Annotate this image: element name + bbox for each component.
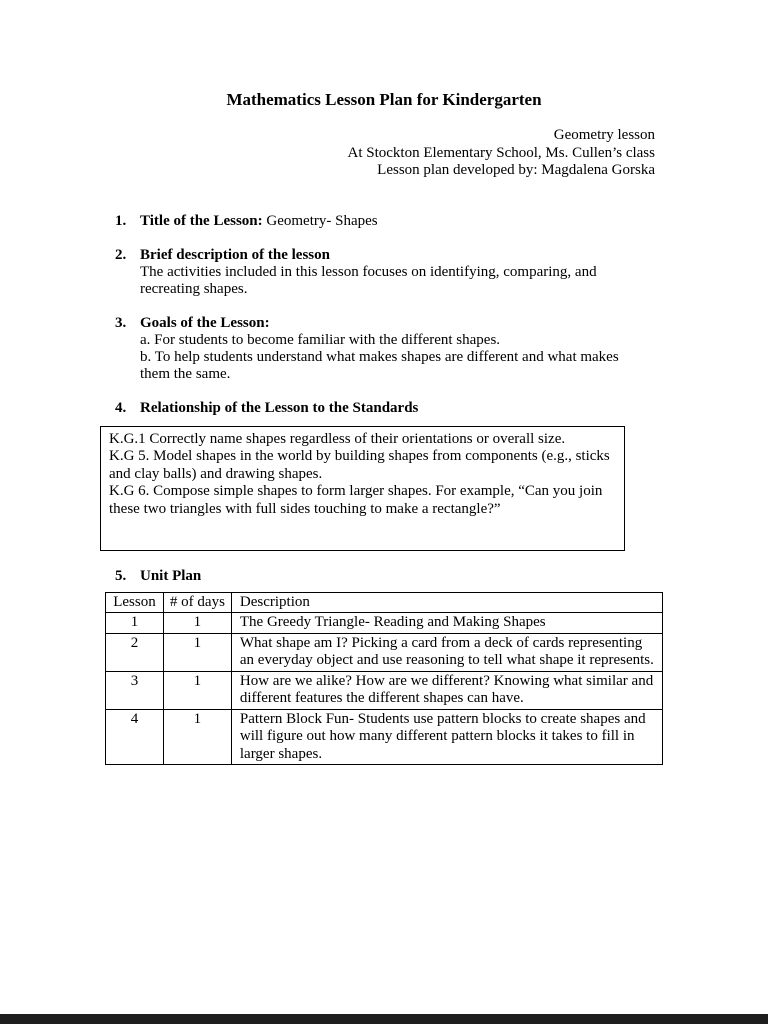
unit-plan-table — [105, 592, 663, 766]
section-number: 5. — [115, 567, 127, 584]
cell-description: The Greedy Triangle- Reading and Making Shapes — [231, 613, 662, 634]
table-row — [106, 671, 663, 709]
section-heading: Relationship of the Lesson to the Standards — [140, 399, 419, 416]
section-brief-description — [0, 247, 768, 298]
cell-days: 1 — [163, 671, 231, 709]
cell-description: How are we alike? How are we different? Knowing what similar and different features the different shapes can have. — [231, 671, 662, 709]
section-heading: Unit Plan — [140, 567, 202, 584]
page-title: Mathematics Lesson Plan for Kindergarten — [226, 90, 542, 109]
table-header-row — [106, 592, 663, 613]
byline-line-1: Geometry lesson — [553, 127, 655, 143]
byline-line-2: At Stockton Elementary School, Ms. Cullen’s class — [347, 144, 655, 161]
goal-line-a: a. For students to become familiar with the different shapes. — [140, 331, 501, 348]
section-unit-plan — [0, 568, 768, 585]
cell-description: Pattern Block Fun- Students use pattern blocks to create shapes and will figure out how many different pattern blocks it takes to fill in larger shapes. — [231, 709, 662, 765]
header-days: # of days — [163, 592, 231, 613]
standard-kg5: K.G 5. Model shapes in the world by building shapes from components (e.g., sticks and clay balls) and drawing shapes. — [109, 448, 610, 482]
cell-lesson-number: 1 — [106, 613, 164, 634]
header-lesson: Lesson — [106, 592, 164, 613]
cell-days: 1 — [163, 633, 231, 671]
section-inline-text: Geometry- Shapes — [262, 212, 378, 229]
table-row — [106, 613, 663, 634]
cell-description: What shape am I? Picking a card from a deck of cards representing an everyday object and use reasoning to tell what shape it represents. — [231, 633, 662, 671]
header-description: Description — [231, 592, 662, 613]
section-number: 3. — [115, 314, 127, 331]
cell-days: 1 — [163, 613, 231, 634]
section-content — [140, 213, 645, 230]
section-goals — [0, 315, 768, 383]
section-heading: Brief description of the lesson — [140, 246, 330, 263]
cell-lesson-number: 4 — [106, 709, 164, 765]
standard-kg6: K.G 6. Compose simple shapes to form larger shapes. For example, “Can you join these two triangles with full sides touching to make a rectangle?” — [109, 483, 603, 517]
cell-lesson-number: 3 — [106, 671, 164, 709]
section-heading: Title of the Lesson: — [140, 212, 263, 229]
header-byline — [0, 127, 768, 180]
cell-days: 1 — [163, 709, 231, 765]
standards-box — [100, 426, 625, 551]
byline-line-3: Lesson plan developed by: Magdalena Gorska — [377, 162, 655, 178]
section-content — [140, 568, 645, 585]
table-row — [106, 709, 663, 765]
sections-list — [0, 213, 768, 766]
section-number: 1. — [115, 212, 127, 229]
goal-line-b: b. To help students understand what makes shapes are different and what makes them the same. — [140, 348, 619, 382]
section-content — [140, 247, 645, 298]
section-body: The activities included in this lesson focuses on identifying, comparing, and recreating shapes. — [140, 263, 597, 297]
section-heading: Goals of the Lesson: — [140, 314, 270, 331]
section-number: 4. — [115, 399, 127, 416]
cell-lesson-number: 2 — [106, 633, 164, 671]
section-number: 2. — [115, 246, 127, 263]
section-standards — [0, 400, 768, 417]
section-title-of-lesson — [0, 213, 768, 230]
standard-kg1: K.G.1 Correctly name shapes regardless of their orientations or overall size. — [109, 430, 566, 447]
section-content — [140, 400, 645, 417]
table-row — [106, 633, 663, 671]
viewer-footer-bar — [0, 1014, 768, 1024]
section-content — [140, 315, 645, 383]
